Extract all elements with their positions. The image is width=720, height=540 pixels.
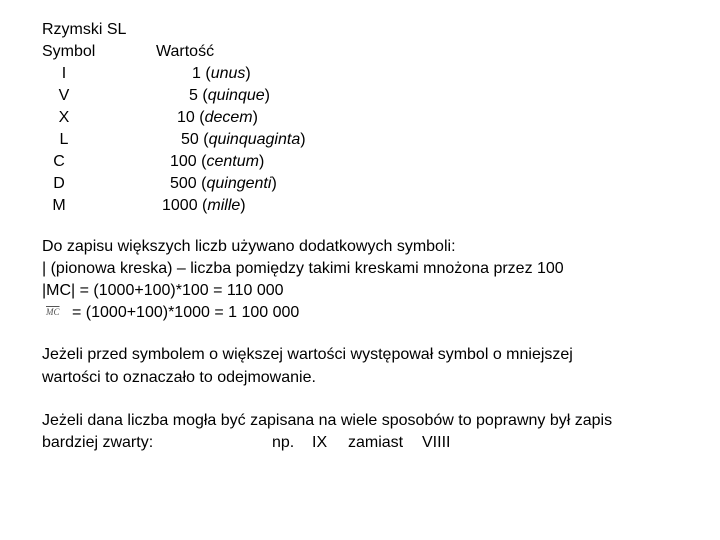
extra-symbols-line-2: |MC| = (1000+100)*100 = 110 000 bbox=[42, 282, 284, 299]
value-row-D: 500 (quingenti) bbox=[170, 175, 277, 192]
extra-symbols-line-1: | (pionowa kreska) – liczba pomiędzy takimi kreskami mnożona przez 100 bbox=[42, 260, 564, 277]
value-row-C: 100 (centum) bbox=[170, 153, 265, 170]
value-row-L: 50 (quinquaginta) bbox=[181, 131, 306, 148]
symbol-D: D bbox=[53, 175, 65, 192]
value-number: 10 bbox=[177, 109, 195, 126]
value-number: 500 bbox=[170, 175, 197, 192]
overline-mc-symbol: $\overline{MC}$ bbox=[46, 307, 60, 317]
compact-example-label: np. bbox=[272, 434, 295, 451]
page-title: Rzymski SL bbox=[42, 21, 127, 38]
symbol-V: V bbox=[58, 87, 70, 104]
value-row-M: 1000 (mille) bbox=[162, 197, 246, 214]
symbol-X: X bbox=[58, 109, 70, 126]
value-latin: unus bbox=[210, 65, 246, 82]
value-number: 1 bbox=[192, 65, 201, 82]
compact-example-good: IX bbox=[312, 434, 328, 451]
symbol-M: M bbox=[52, 197, 66, 214]
value-latin: quingenti bbox=[206, 175, 272, 192]
value-number: 50 bbox=[181, 131, 199, 148]
value-latin: quinque bbox=[207, 87, 265, 104]
symbol-I: I bbox=[61, 65, 67, 82]
value-latin: decem bbox=[204, 109, 253, 126]
value-number: 100 bbox=[170, 153, 197, 170]
value-row-I: 1 (unus) bbox=[192, 65, 251, 82]
extra-symbols-line-3: = (1000+100)*1000 = 1 100 000 bbox=[72, 304, 300, 321]
value-latin: centum bbox=[206, 153, 259, 170]
symbol-C: C bbox=[53, 153, 65, 170]
subtraction-rule-line-2: wartości to oznaczało to odejmowanie. bbox=[42, 369, 316, 386]
value-number: 5 bbox=[189, 87, 198, 104]
subtraction-rule-line-1: Jeżeli przed symbolem o większej wartości występował symbol o mniejszej bbox=[42, 346, 573, 363]
value-latin: mille bbox=[207, 197, 241, 214]
symbol-L: L bbox=[59, 131, 69, 148]
value-latin: quinquaginta bbox=[208, 131, 301, 148]
compact-example-instead: zamiast bbox=[348, 434, 404, 451]
value-row-X: 10 (decem) bbox=[177, 109, 258, 126]
column-header-symbol: Symbol bbox=[42, 43, 96, 60]
value-row-V: 5 (quinque) bbox=[189, 87, 270, 104]
compact-rule-line-2a: bardziej zwarty: bbox=[42, 434, 154, 451]
column-header-value: Wartość bbox=[156, 43, 215, 60]
value-number: 1000 bbox=[162, 197, 198, 214]
compact-example-bad: VIIII bbox=[422, 434, 451, 451]
extra-symbols-intro: Do zapisu większych liczb używano dodatkowych symboli: bbox=[42, 238, 456, 255]
compact-rule-line-1: Jeżeli dana liczba mogła być zapisana na wiele sposobów to poprawny był zapis bbox=[42, 412, 613, 429]
